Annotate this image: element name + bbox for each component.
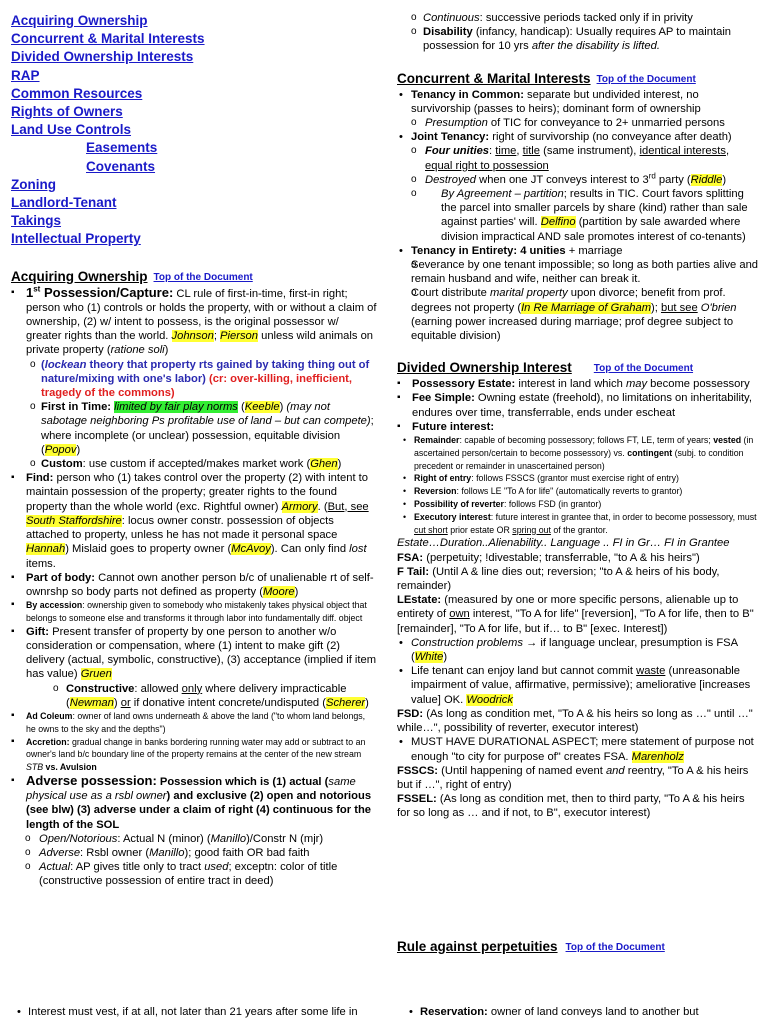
actual-item: o Actual: AP gives title only to tract used; exceptn: color of title (constructive possession of entire tract in deed)	[11, 860, 377, 888]
tic-presumption-item: o Presumption of TIC for conveyance to 2+ unmarried persons	[397, 116, 759, 130]
right-of-entry-item: • Right of entry: follows FSSCS (grantor must exercise right of entry)	[397, 472, 759, 485]
toc-easements[interactable]: Easements	[86, 140, 158, 156]
toc-covenants[interactable]: Covenants	[86, 158, 156, 174]
toc-concurrent-marital[interactable]: Concurrent & Marital Interests	[11, 31, 205, 47]
first-in-time-item: o First in Time: limited by fair play norms (Keeble) (may not sabotage neighboring Ps profitable use of land – but can compete); where incomplete (or unclear) possession, equitable division (Popov)	[11, 400, 377, 457]
top-link[interactable]: Top of the Document	[593, 363, 694, 375]
ftail-line: F Tail: (Until A & line dies out; reversion; "to A & heirs of his body, remainder)	[397, 565, 720, 593]
right-column	[397, 0, 759, 1018]
left-column	[11, 0, 377, 1018]
concurrent-body	[397, 88, 759, 344]
jt-item: • Joint Tenancy: right of survivorship (no conveyance after death)	[397, 130, 759, 144]
life-tenant-item: • Life tenant can enjoy land but cannot commit waste (unreasonable impairment of value, affirmative, permissive); ameliorative [increases value] OK. Woodrick	[397, 664, 759, 707]
fsscs-line: FSSCS: (Until happening of named event and reentry, "To A & his heirs but if …", right of entry)	[397, 764, 749, 791]
reservation-item: • Reservation: owner of land conveys land to another but	[403, 1005, 768, 1019]
custom-item: o Custom: use custom if accepted/makes market work (Ghen)	[11, 457, 377, 471]
fsa-line: FSA: (perpetuity; !divestable; transferrable, "to A & his heirs")	[397, 551, 700, 564]
future-interest-item: ▪ Future interest:	[397, 420, 759, 434]
section-heading-rap	[397, 938, 759, 956]
toc-rights-of-owners[interactable]: Rights of Owners	[11, 104, 123, 120]
toc-acquiring-ownership[interactable]: Acquiring Ownership	[11, 13, 148, 28]
four-unities-item: o Four unities: time, title (same instrument), identical interests, equal right to possession	[397, 144, 759, 172]
open-notorious-item: o Open/Notorious: Actual N (minor) (Manillo)/Constr N (mjr)	[11, 832, 377, 846]
adverse-continued	[397, 0, 759, 54]
fee-simple-item: ▪ Fee Simple: Owning estate (freehold), no limitations on inheritability, endures over time, transferrable, ends under escheat	[397, 391, 759, 419]
top-link[interactable]: Top of the Document	[565, 942, 665, 953]
accretion-item: ▪ Accretion: gradual change in banks bordering running water may add or subtract to an owner's land b/c boundary line of the property remains at the center of the new stream STB vs. Avulsion	[11, 736, 377, 774]
table-of-contents	[11, 0, 377, 249]
lockean-item: o (lockean theory that property rts gained by taking thing out of nature/mixing with one's labor) (cr: over-killing, inefficient, tragedy of the commons)	[11, 358, 377, 401]
construction-item: • Construction problems → if language unclear, presumption is FSA (White)	[397, 636, 759, 664]
disability-item: o Disability (infancy, handicap): Usually requires AP to maintain possession for 10 yrs after the disability is lifted.	[397, 25, 759, 53]
top-link[interactable]: Top of the Document	[596, 73, 696, 85]
toc-common-resources[interactable]: Common Resources	[11, 85, 143, 101]
lestate-line: LEstate: (measured by one or more specific persons, alienable up to entirety of own interest, "To A for life" [reversion], "To A for life, then to B" [remainder], "To A for life, but if… to B" [exec. Interest])	[397, 594, 754, 635]
toc-divided-ownership[interactable]: Divided Ownership Interests	[11, 49, 194, 65]
section-heading-concurrent	[397, 70, 759, 88]
heading-text: Rule against perpetuities	[397, 939, 558, 954]
future-interest-list	[397, 434, 759, 536]
divided-body	[397, 377, 759, 820]
reverter-item: • Possibility of reverter: follows FSD (in grantor)	[397, 498, 759, 511]
constructive-item: o Constructive: allowed only where delivery impracticable (Newman) or if donative intent concrete/undisputed (Scherer)	[11, 682, 377, 710]
toc-land-use-controls[interactable]: Land Use Controls	[11, 122, 132, 138]
ad-coleum-item: ▪ Ad Coleum: owner of land owns underneath & above the land ("to whom land belongs, he owns to the sky and the depths")	[11, 710, 377, 736]
part-of-body-item: ▪ Part of body: Cannot own another person b/c of unalienable rt of self-ownrshp so body parts not defined as property (Moore)	[11, 571, 377, 599]
adverse-subitem: o Adverse: Rsbl owner (Manillo); good faith OR bad faith	[11, 846, 377, 860]
adverse-possession-item: ▪ Adverse possession: Possession which is (1) actual (same physical use as a rsbl owner) and exclusive (2) open and notorious (see blw) (3) adverse under a claim of right (4) continuous for the length of the SOL	[11, 774, 377, 832]
accession-item: ▪ By accession: ownership given to somebody who mistakenly takes physical object that belongs to someone else and transforms it through labor into fundamentally diff. object	[11, 599, 377, 625]
heading-text: Concurrent & Marital Interests	[397, 70, 591, 86]
possession-capture-item: ▪ 1st Possession/Capture: CL rule of first-in-time, first-in right; person who (1) controls or holds the property, with or without a claim of ownership, (2) w/ intent to possess, is the original possessor w/ greater rights than the world. Johnson; Pierson unless wild animals on private property (ratione soli)	[11, 286, 377, 358]
acquiring-body	[11, 286, 377, 889]
gift-item: ▪ Gift: Present transfer of property by one person to another w/o consideration or compensation, where (1) intent to make gift (2) delivery (actual, symbolic, constructive), (3) acceptance (implied if item has value) Gruen	[11, 625, 377, 682]
severance-item: o Severance by one tenant impossible; so long as both parties alive and remain husband and wife, neither can break it.	[397, 258, 759, 286]
remainder-item: • Remainder: capable of becoming possessory; follows FT, LE, term of years; vested (in ascertained person/certain to become possessory) vs. contingent (subj. to condition precedent or remainder in unascertained person)	[397, 434, 759, 472]
reversion-item: • Reversion: follows LE "To A for life" (automatically reverts to grantor)	[397, 485, 759, 498]
fssel-line: FSSEL: (As long as condition met, then to third party, "To A & his heirs for so long as … and if not, to B", executor interest)	[397, 793, 745, 820]
section-heading-acquiring	[11, 268, 377, 286]
toc-landlord-tenant[interactable]: Landlord-Tenant	[11, 195, 117, 211]
toc-takings[interactable]: Takings	[11, 213, 62, 229]
section-heading-divided	[397, 359, 759, 377]
find-item: ▪ Find: person who (1) takes control over the property (2) with intent to maintain possession of the property; greater rights to the found property than the whole world (exc. Rightful owner) Armory. (But, see South Staffordshire: locus owner constr. possession of objects attached to property, unless he has not made it personal space Hannah) Mislaid goes to property owner (McAvoy). Can only find lost items.	[11, 471, 377, 570]
top-link[interactable]: Top of the Document	[153, 271, 253, 283]
toc-rap[interactable]: RAP	[11, 67, 40, 83]
estate-columns-line: Estate…Duration..Alienability.. Language .. FI in Gr… FI in Grantee	[397, 537, 730, 550]
fsd-line: FSD: (As long as condition met, "To A & his heirs so long as …" until …" while…", possibility of reverter, executor interest)	[397, 707, 753, 735]
partition-item: o By Agreement – partition; results in TIC. Court favors splitting the parcel into smaller parcels by share (kind) rather than sale against parties' will. Delfino (partition by sale awarded where division impractical AND sale promotes interest of co-tenants)	[397, 187, 759, 244]
tic-item: • Tenancy in Common: separate but undivided interest, no survivorship (passes to heirs); dominant form of ownership	[397, 88, 759, 116]
entirety-item: • Tenancy in Entirety: 4 unities + marriage	[397, 244, 759, 258]
durational-item: • MUST HAVE DURATIONAL ASPECT; mere statement of purpose not enough "to city for purpose of" creates FSA. Marenholz	[397, 735, 759, 763]
heading-text: Acquiring Ownership	[11, 268, 148, 284]
toc-intellectual-property[interactable]: Intellectual Property	[11, 231, 141, 247]
destroyed-item: o Destroyed when one JT conveys interest to 3rd party (Riddle)	[397, 173, 759, 187]
possessory-estate-item: ▪ Possessory Estate: interest in land which may become possessory	[397, 377, 759, 391]
marital-property-item: o Court distribute marital property upon divorce; benefit from prof. degrees not property (In Re Marriage of Graham); but see O'brien (earning power increased during marriage; prof degree subject to equitable division)	[397, 286, 759, 343]
continuous-item: o Continuous: successive periods tacked only if in privity	[397, 11, 759, 25]
executory-item: • Executory interest: future interest in grantee that, in order to become possessory, must cut short prior estate OR spring out of the grantor.	[397, 511, 759, 537]
rap-interest-item: • Interest must vest, if at all, not later than 21 years after some life in	[11, 1005, 394, 1019]
toc-zoning[interactable]: Zoning	[11, 176, 56, 192]
heading-text: Divided Ownership Interest	[397, 360, 572, 376]
